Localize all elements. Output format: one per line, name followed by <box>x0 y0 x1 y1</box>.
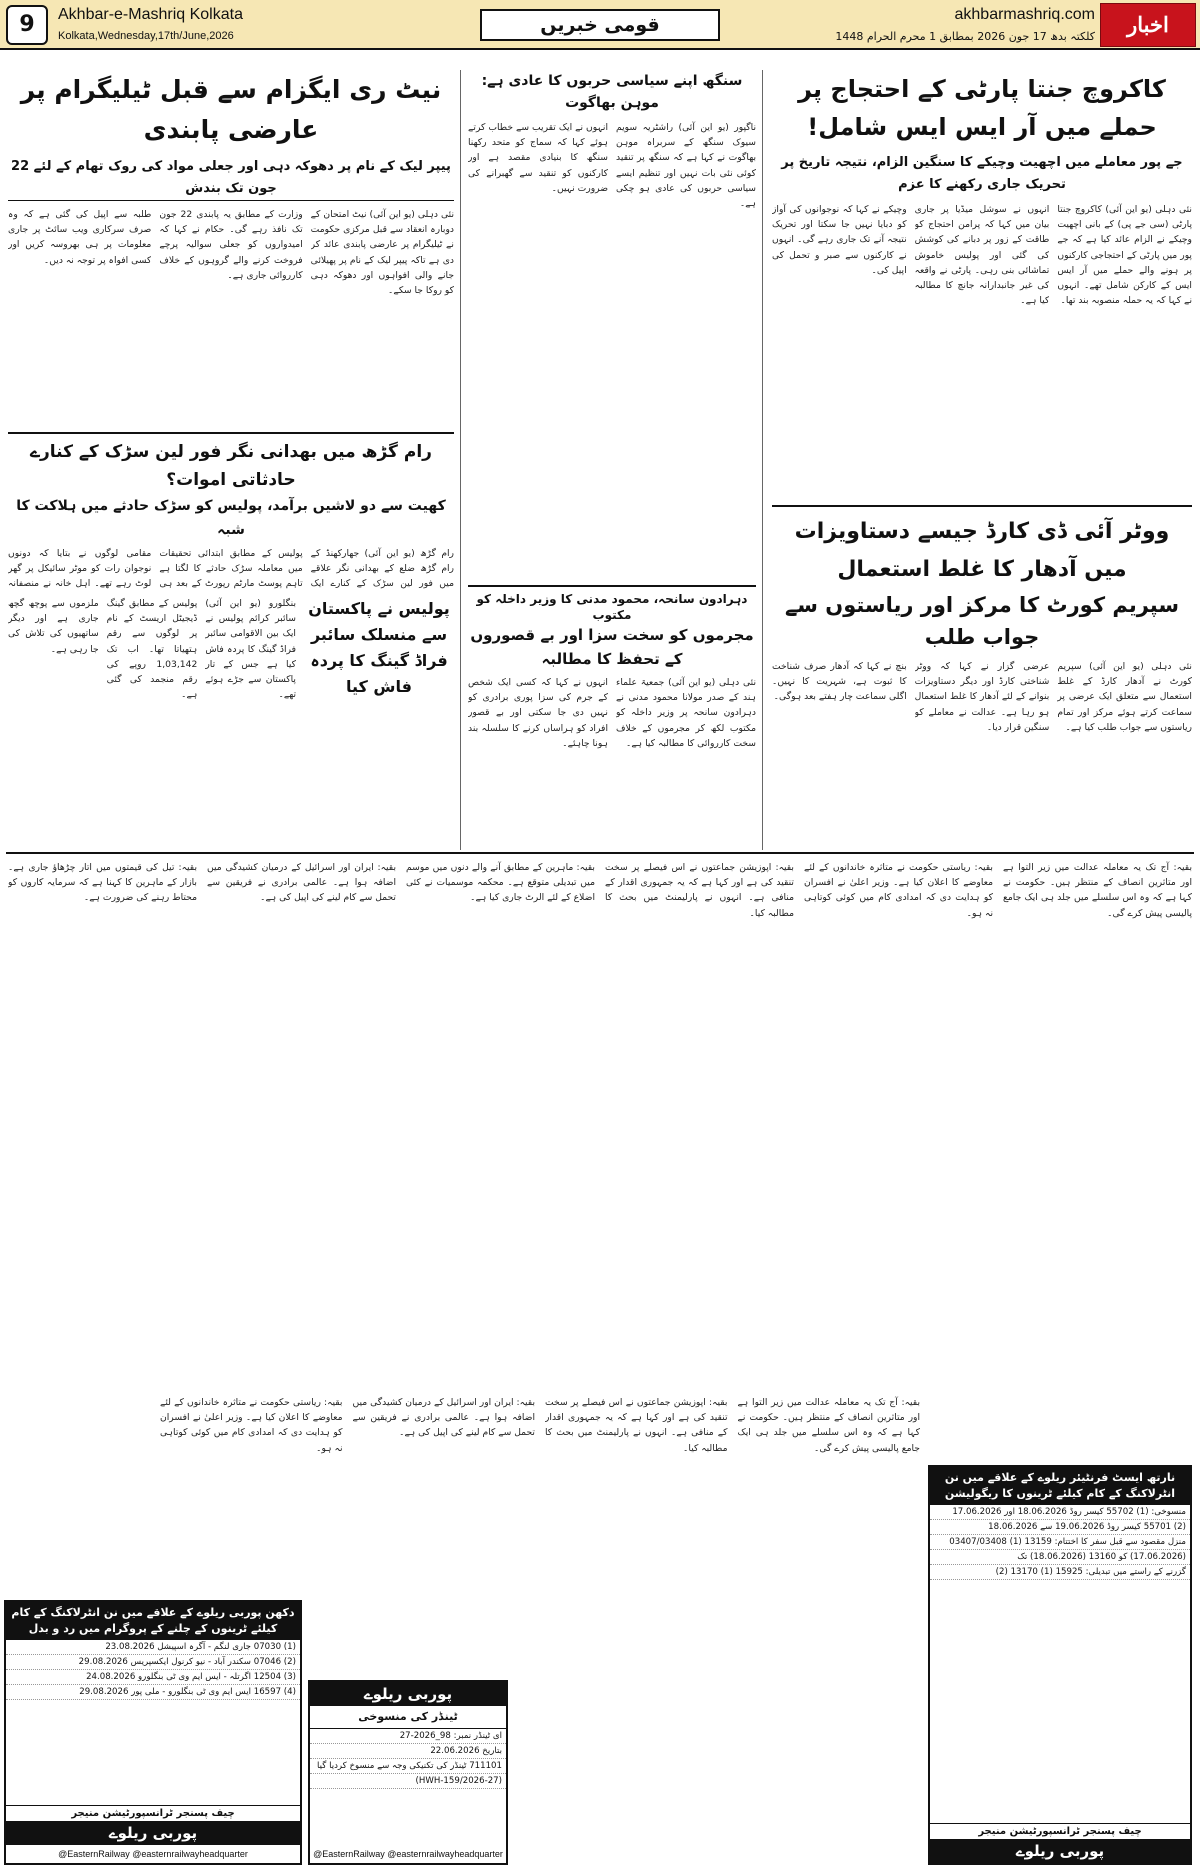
railway-notice-eastern <box>4 1600 302 1865</box>
headline: پولیس نے پاکستان سے منسلک سائبر فراڈ گینگ کا پردہ فاش کیا <box>308 599 450 696</box>
headline: سنگھ اپنے سیاسی حربوں کا عادی ہے: موہن بھاگوت <box>481 73 743 111</box>
ad-signatory: چیف پسنجر ٹرانسپورٹیشن منیجر <box>930 1823 1190 1839</box>
kicker: جے پور معاملے میں اچھیت وچیکے کا سنگین الزام، نتیجہ تاریخ پر تحریک جاری رکھنے کا عزم <box>781 155 1183 192</box>
story-column: عرضی گزار نے کہا کہ ووٹر شناختی کارڈ اور دیگر دستاویزات بنوانے کے لئے آدھار کا غلط استعمال ہو رہا ہے۔ عدالت نے معاملے کو سنگین قرار دیا۔ <box>914 661 1050 733</box>
ad-row: (4) 16597 ایس ایم وی ٹی بنگلورو - ملی پور 29.08.2026 <box>6 1685 300 1700</box>
tender-cancellation-notice <box>308 1680 508 1865</box>
ad-row: (3) 12504 اگرتلہ - ایس ایم وی ٹی بنگلورو 24.08.2026 <box>6 1670 300 1685</box>
masthead <box>0 0 1200 79</box>
column-divider <box>460 70 461 850</box>
headline: نیٹ ری ایگزام سے قبل ٹیلیگرام پر عارضی پابندی <box>20 75 442 144</box>
subheadline: سپریم کورٹ کا مرکز اور ریاستوں سے جواب طلب <box>785 593 1179 649</box>
social-handles: @EasternRailway @easternrailwayheadquarter <box>313 1849 503 1859</box>
story-column: نئی دہلی (یو این آئی) نیٹ امتحان کے دوبارہ انعقاد سے قبل مرکزی حکومت نے ٹیلیگرام پر عارضی پابندی عائد کر دی ہے تاکہ پیپر لیک کے نام پر پھیلائی جانے والی افواہوں اور دھوکہ دہی کو روکا جا سکے۔ <box>310 209 454 297</box>
continuation-text: بقیہ: ریاستی حکومت نے متاثرہ خاندانوں کے لئے معاوضے کا اعلان کیا ہے۔ وزیر اعلیٰ نے افسران کو ہدایت دی کہ امدادی کام میں کوئی کوتاہی نہ ہو۔ <box>804 862 993 919</box>
ad-row: (HWH-159/2026-27) <box>310 1774 506 1789</box>
ad-row: (2) 07046 سکندر آباد - نیو کرنول ایکسپریس 29.08.2026 <box>6 1655 300 1670</box>
date-english: Kolkata,Wednesday,17th/June,2026 <box>58 30 234 42</box>
headline: رام گڑھ میں بھدانی نگر فور لین سڑک کے کنارے حادثاتی اموات؟ <box>30 442 432 490</box>
subheadline: کھیت سے دو لاشیں برآمد، پولیس کو سڑک حادثے میں ہلاکت کا شبہ <box>16 498 446 538</box>
story-column: وزارت کے مطابق یہ پابندی 22 جون تک نافذ رہے گی۔ حکام نے کہا کہ امیدواروں کو جعلی سوالیہ پرچے فروخت کرنے والے گروہوں کے خلاف کارروائی جاری ہے۔ <box>159 209 303 281</box>
column-divider <box>762 70 763 850</box>
story-column: انہوں نے کہا کہ کسی ایک شخص کے جرم کی سزا پوری برادری کو نہیں دی جا سکتی اور بے قصور افراد کو ہراساں کرنے کا سلسلہ بند ہونا چاہئے۔ <box>468 677 608 749</box>
continuation-text: بقیہ: آج تک یہ معاملہ عدالت میں زیر التوا ہے اور متاثرین انصاف کے منتظر ہیں۔ حکومت نے کہا ہے کہ وہ اس سلسلے میں جلد ہی ایک جامع پالیسی پیش کرے گی۔ <box>737 1397 920 1454</box>
ad-row: گزرنے کے راستے میں تبدیلی: 15925 (1) 13170 (2) <box>930 1565 1190 1580</box>
story-dehradun <box>468 585 756 850</box>
ad-row: منسوخی: (1) 55702 کیسر روڈ 18.06.2026 اور 17.06.2026 <box>930 1505 1190 1520</box>
continuation-columns <box>8 860 1192 1390</box>
continuation-text: بقیہ: تیل کی قیمتوں میں اتار چڑھاؤ جاری ہے۔ بازار کے ماہرین کا کہنا ہے کہ سرمایہ کاروں کو محتاط رہنے کی ضرورت ہے۔ <box>8 862 197 904</box>
ad-signatory: چیف پسنجر ٹرانسپورٹیشن منیجر <box>6 1805 300 1821</box>
ad-heading: نارتھ ایسٹ فرنٹیئر ریلوے کے علاقے میں نن انٹرلاکنگ کے کام کیلئے ٹرینوں کا ریگولیشن <box>930 1467 1190 1505</box>
ad-row: (2) 55701 کیسر روڈ 19.06.2026 سے 18.06.2026 <box>930 1520 1190 1535</box>
headline: ووٹر آئی ڈی کارڈ جیسے دستاویزات میں آدھار کا غلط استعمال <box>794 519 1170 582</box>
newspaper-logo: اخبار مشرق <box>1100 3 1196 47</box>
continuation-text: بقیہ: ریاستی حکومت نے متاثرہ خاندانوں کے لئے معاوضے کا اعلان کیا ہے۔ وزیر اعلیٰ نے افسران کو ہدایت دی کہ امدادی کام میں کوئی کوتاہی نہ ہو۔ <box>160 1397 343 1454</box>
ad-heading: ٹینڈر کی منسوخی <box>310 1706 506 1729</box>
story-karkoch <box>772 70 1192 500</box>
continuation-text: بقیہ: اپوزیشن جماعتوں نے اس فیصلے پر سخت تنقید کی ہے اور کہا ہے کہ یہ جمہوری اقدار کے منافی ہے۔ انہوں نے پارلیمنٹ میں بحث کا مطالبہ کیا۔ <box>545 1397 728 1454</box>
story-neet <box>8 70 454 430</box>
continuation-text: بقیہ: آج تک یہ معاملہ عدالت میں زیر التوا ہے اور متاثرین انصاف کے منتظر ہیں۔ حکومت نے کہا ہے کہ وہ اس سلسلے میں جلد ہی ایک جامع پالیسی پیش کرے گی۔ <box>1003 862 1192 919</box>
story-column: وچیکے نے کہا کہ نوجوانوں کی آواز کو دبایا نہیں جا سکتا اور تحریک نتیجہ آنے تک جاری رہے گی۔ انہوں نے کارکنوں سے صبر و تحمل کی اپیل کی۔ <box>772 204 907 276</box>
continuation-text: بقیہ: ایران اور اسرائیل کے درمیان کشیدگی میں اضافہ ہوا ہے۔ عالمی برادری نے فریقین سے تحمل سے کام لینے کی اپیل کی ہے۔ <box>207 862 396 904</box>
story-column: ملزموں سے پوچھ گچھ جاری ہے اور دیگر ساتھیوں کی تلاش کی جا رہی ہے۔ <box>8 598 99 655</box>
section-title: قومی خبریں <box>480 9 720 41</box>
story-column: نئی دہلی (یو این آئی) جمعیۃ علماء ہند کے صدر مولانا محمود مدنی نے دہرادون سانحہ پر وزیر داخلہ کو مکتوب لکھ کر مجرموں کے خلاف سخت کارروائی کا مطالبہ کیا ہے۔ <box>616 677 756 749</box>
ad-banner: پوربی ریلوے <box>930 1839 1190 1863</box>
ad-banner: پوربی ریلوے <box>310 1682 506 1706</box>
story-column: نئی دہلی (یو این آئی) سپریم کورٹ نے آدھار کارڈ کے غلط استعمال سے متعلق ایک عرضی پر سماعت کرتے ہوئے مرکز اور تمام ریاستوں سے جواب طلب کیا ہے۔ <box>1057 661 1192 733</box>
story-column: نئی دہلی (یو این آئی) کاکروچ جنتا پارٹی (سی جے پی) کے بانی اچھیت وچیکے نے الزام عائد کیا ہے کہ جے پور میں پارٹی کے احتجاجی کارکنوں پر ہونے والے حملے میں آر ایس ایس کے کارکن شامل تھے۔ انہوں نے کہا کہ یہ حملہ منصوبہ بند تھا۔ <box>1057 204 1192 307</box>
story-column: بنگلورو (یو این آئی) سائبر کرائم پولیس نے ایک بین الاقوامی سائبر فراڈ گینگ کا پردہ فاش کیا ہے جس کے تار پاکستان سے جڑے ہوئے تھے۔ <box>205 598 296 701</box>
story-column: پولیس کے مطابق ابتدائی تحقیقات میں معاملہ سڑک حادثے کا لگتا ہے تاہم پوسٹ مارٹم رپورٹ کے بعد ہی <box>159 548 303 590</box>
story-column: مقامی لوگوں نے بتایا کہ دونوں نوجوان رات کو موٹر سائیکل پر گھر لوٹ رہے تھے۔ اہل خانہ نے منصفانہ <box>8 548 152 590</box>
kicker: دہرادون سانحہ، محمود مدنی کا وزیر داخلہ کو مکتوب <box>476 592 748 622</box>
continuation-text: بقیہ: ماہرین کے مطابق آنے والے دنوں میں موسم میں تبدیلی متوقع ہے۔ محکمہ موسمیات نے کئی اضلاع کے لئے الرٹ جاری کیا ہے۔ <box>406 862 595 904</box>
date-urdu: کلکتہ بدھ 17 جون 2026 بمطابق 1 محرم الحرام 1448 <box>835 30 1095 43</box>
story-ramgarh <box>8 432 454 592</box>
story-column: پولیس کے مطابق گینگ ڈیجیٹل اریسٹ کے نام پر لوگوں سے رقم ہتھیاتا تھا۔ اب تک 1,03,142 روپے کی رقم منجمد کی گئی ہے۔ <box>106 598 198 701</box>
story-cyber <box>8 596 454 850</box>
social-handles: @EasternRailway @easternrailwayheadquarter <box>58 1849 248 1859</box>
page-number: 9 <box>6 5 48 45</box>
website-link[interactable]: akhbarmashriq.com <box>954 6 1095 23</box>
ad-row: بتاریخ 22.06.2026 <box>310 1744 506 1759</box>
story-column: انہوں نے ایک تقریب سے خطاب کرتے ہوئے کہا کہ سماج کو متحد رکھنا سنگھ کا بنیادی مقصد ہے اور کارکنوں کو تنقید سے گھبرانے کی ضرورت نہیں۔ <box>468 122 608 194</box>
ad-row: منزل مقصود سے قبل سفر کا اختتام: 13159 (1) 03407/03408 <box>930 1535 1190 1550</box>
railway-notice-nf <box>928 1465 1192 1865</box>
story-column: رام گڑھ (یو این آئی) جھارکھنڈ کے رام گڑھ ضلع کے بھدانی نگر علاقے میں فور لین سڑک کے کنارے ایک <box>310 548 454 590</box>
ad-row: (1) 07030 جاری لنگم - آگرہ اسپیشل 23.08.2026 <box>6 1640 300 1655</box>
kicker: پیپر لیک کے نام پر دھوکہ دہی اور جعلی مواد کی روک تھام کے لئے 22 جون تک بندش <box>8 156 454 201</box>
headline: کاکروچ جنتا پارٹی کے احتجاج پر حملے میں آر ایس ایس شامل! <box>798 75 1166 141</box>
paper-name-english: Akhbar-e-Mashriq Kolkata <box>58 6 243 23</box>
headline: مجرموں کو سخت سزا اور بے قصوروں کے تحفظ کا مطالبہ <box>470 626 754 668</box>
ad-row: (17.06.2026) کو 13160 (18.06.2026) تک <box>930 1550 1190 1565</box>
story-column: ناگپور (یو این آئی) راشٹریہ سویم سیوک سنگھ کے سربراہ موہن بھاگوت نے کہا ہے کہ سنگھ پر تنقید کوئی نئی بات نہیں اور تنظیم ایسے سیاسی حربوں کی عادی ہو چکی ہے۔ <box>616 122 756 210</box>
story-sangh <box>468 70 756 580</box>
story-column: انہوں نے سوشل میڈیا پر جاری بیان میں کہا کہ پرامن احتجاج کو طاقت کے زور پر دبانے کی کوشش کی گئی اور پولیس خاموش تماشائی بنی رہی۔ پارٹی نے واقعہ کی غیر جانبدارانہ جانچ کا مطالبہ کیا ہے۔ <box>914 204 1050 307</box>
ad-heading: دکھن پوربی ریلوے کے علاقے میں نن انٹرلاکنگ کے کام کیلئے ٹرینوں کے چلنے کے پروگرام میں رد و بدل <box>6 1602 300 1640</box>
story-column: طلبہ سے اپیل کی گئی ہے کہ وہ صرف سرکاری ویب سائٹ پر جاری معلومات پر ہی بھروسہ کریں اور کسی افواہ پر توجہ نہ دیں۔ <box>8 209 152 266</box>
continuation-text: بقیہ: ایران اور اسرائیل کے درمیان کشیدگی میں اضافہ ہوا ہے۔ عالمی برادری نے فریقین سے تحمل سے کام لینے کی اپیل کی ہے۔ <box>352 1397 535 1439</box>
continuation-text: بقیہ: اپوزیشن جماعتوں نے اس فیصلے پر سخت تنقید کی ہے اور کہا ہے کہ یہ جمہوری اقدار کے منافی ہے۔ انہوں نے پارلیمنٹ میں بحث کا مطالبہ کیا۔ <box>605 862 794 919</box>
ad-row: ای ٹینڈر نمبر: 98_2026-27 <box>310 1729 506 1744</box>
story-aadhaar <box>772 505 1192 850</box>
ad-banner: پوربی ریلوے <box>6 1821 300 1845</box>
story-column: بنچ نے کہا کہ آدھار صرف شناخت کا ثبوت ہے، شہریت کا نہیں۔ اگلی سماعت چار ہفتے بعد ہوگی۔ <box>772 661 907 703</box>
section-divider <box>6 852 1194 854</box>
ad-row: 711101 ٹینڈر کی تکنیکی وجہ سے منسوخ کردیا گیا <box>310 1759 506 1774</box>
